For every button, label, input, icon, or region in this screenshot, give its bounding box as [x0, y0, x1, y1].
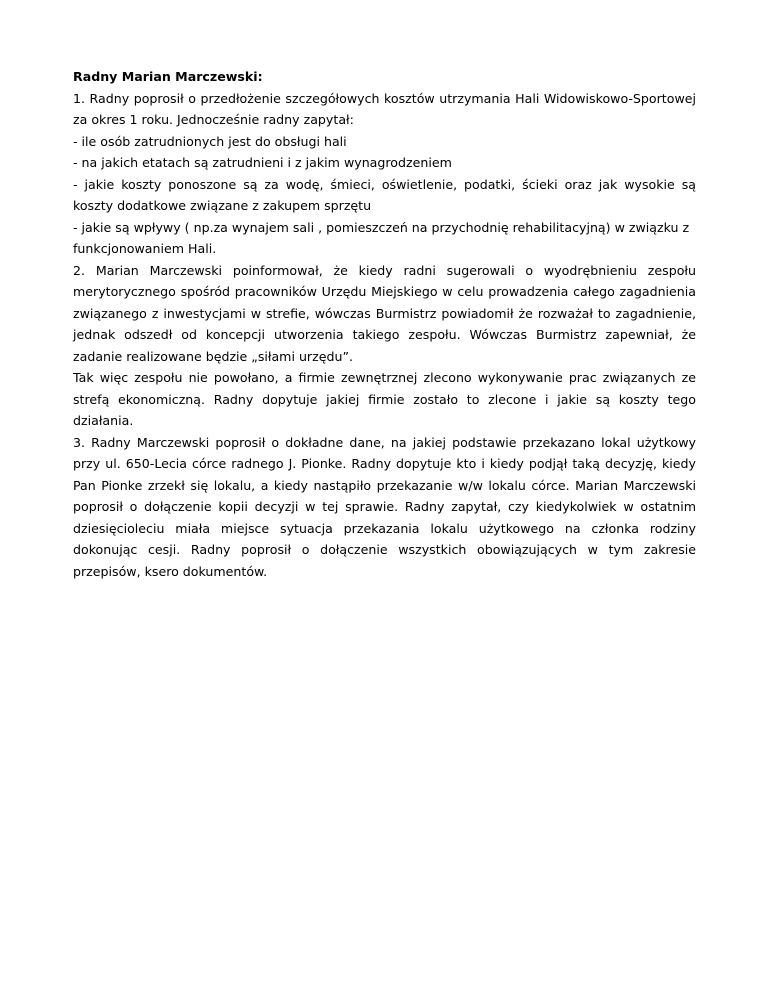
question-staff-count: - ile osób zatrudnionych jest do obsługi hali: [73, 133, 347, 149]
question-costs: - jakie koszty ponoszone są za wodę, śmieci, oświetlenie, podatki, ścieki oraz jak wysokie są koszty dodatkowe związane z zakupem sprzętu: [73, 176, 696, 213]
question-revenues: - jakie są wpływy ( np.za wynajem sali , pomieszczeń na przychodnię rehabilitacyjną) w związku z funkcjonowaniem Hali.: [73, 219, 690, 256]
section-heading: Radny Marian Marczewski:: [73, 69, 263, 84]
document-page: [73, 66, 696, 582]
item-1-paragraph: 1. Radny poprosił o przedłożenie szczegółowych kosztów utrzymania Hali Widowiskowo-Sportowej za okres 1 roku. Jednocześnie radny zapytał:: [73, 90, 696, 127]
item-3-paragraph: 3. Radny Marczewski poprosił o dokładne dane, na jakiej podstawie przekazano lokal użytkowy przy ul. 650-Lecia córce radnego J. Pionke. Radny dopytuje kto i kiedy podjął taką decyzję, kiedy Pan Pionke zrzekł się lokalu, a kiedy nastąpiło przekazanie w/w lokalu córce. Marian Marczewski poprosił o dołączenie kopii decyzji w tej sprawie. Radny zapytał, czy kiedykolwiek w ostatnim dziesięcioleciu miała miejsce sytuacja przekazania lokalu użytkowego na członka rodziny dokonując cesji. Radny poprosił o dołączenie wszystkich obowiązujących w tym zakresie przepisów, ksero dokumentów.: [73, 434, 696, 579]
item-2-paragraph: 2. Marian Marczewski poinformował, że kiedy radni sugerowali o wyodrębnieniu zespołu merytorycznego spośród pracowników Urzędu Miejskiego w celu prowadzenia całego zagadnienia związanego z inwestycjami w strefie, wówczas Burmistrz powiadomił że rozważał to zagadnienie, jednak odszedł od koncepcji utworzenia takiego zespołu. Wówczas Burmistrz zapewniał, że zadanie realizowane będzie „siłami urzędu”.: [73, 262, 696, 364]
item-2-followup-paragraph: Tak więc zespołu nie powołano, a firmie zewnętrznej zlecono wykonywanie prac związanych ze strefą ekonomiczną. Radny dopytuje jakiej firmie zostało to zlecone i jakie są koszty tego działania.: [73, 370, 696, 428]
question-positions-salaries: - na jakich etatach są zatrudnieni i z jakim wynagrodzeniem: [73, 155, 452, 170]
